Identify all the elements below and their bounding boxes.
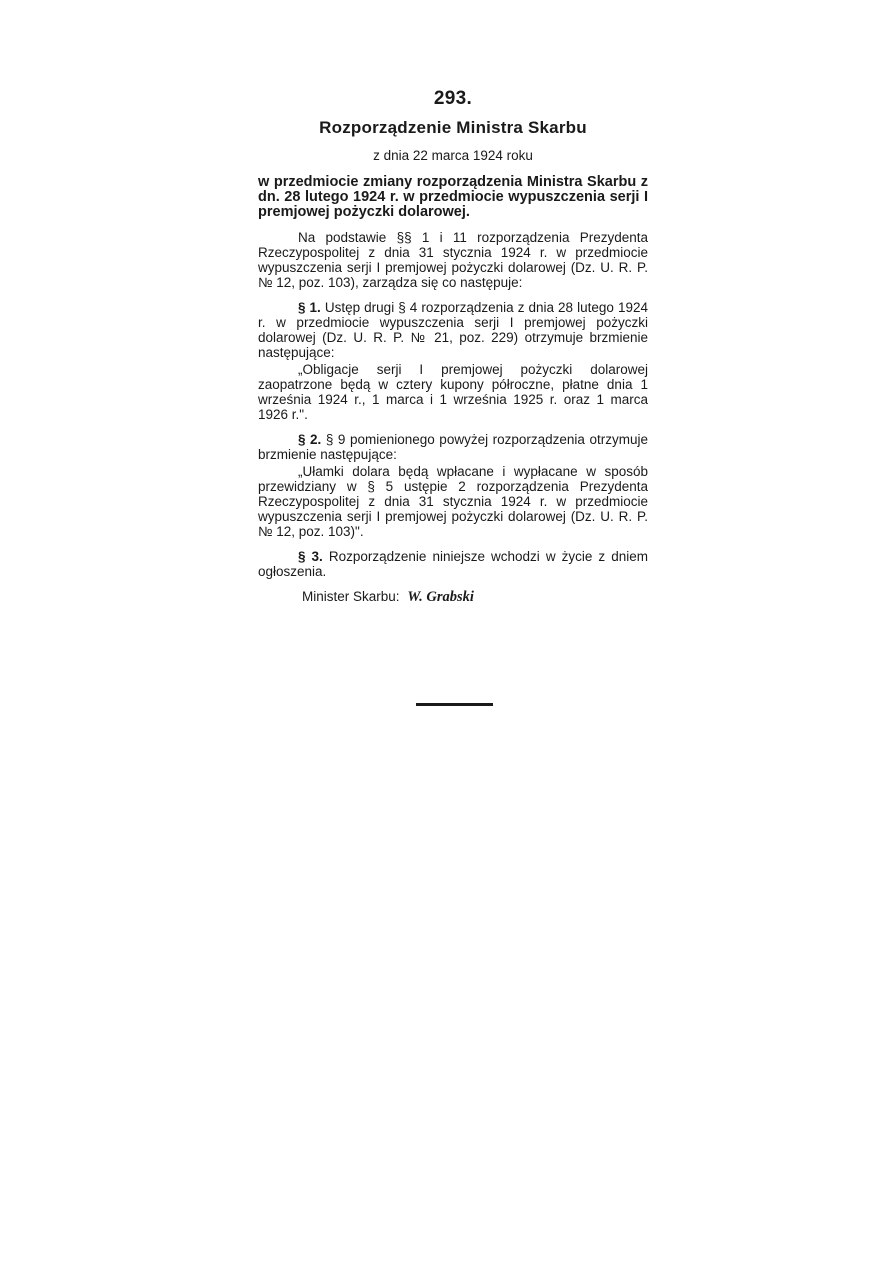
section-1-text: Ustęp drugi § 4 rozporządzenia z dnia 28 lutego 1924 r. w przedmiocie wypuszczenia serji I premjowej pożyczki dolarowej (Dz. U. R. P. № 21, poz. 229) otrzymuje brzmienie następujące: — [258, 300, 648, 360]
section-3-paragraph — [258, 549, 648, 579]
section-1-quote: „Obligacje serji I premjowej pożyczki dolarowej zaopatrzone będą w cztery kupony półroczne, płatne dnia 1 września 1924 r., 1 marca i 1 września 1925 r. oraz 1 marca 1926 r.". — [258, 362, 648, 422]
signature-block — [302, 589, 648, 606]
section-2-paragraph — [258, 432, 648, 462]
signature-role: Minister Skarbu: — [302, 589, 400, 604]
act-number: 293. — [433, 88, 473, 109]
end-divider-rule — [416, 703, 493, 706]
section-1-label: § 1. — [298, 300, 321, 315]
document-page — [258, 88, 648, 606]
section-3-label: § 3. — [298, 549, 323, 564]
section-2-label: § 2. — [298, 432, 322, 447]
document-date: z dnia 22 marca 1924 roku — [373, 148, 533, 163]
section-2-text: § 9 pomienionego powyżej rozporządzenia otrzymuje brzmienie następujące: — [258, 432, 648, 462]
preamble-paragraph: Na podstawie §§ 1 i 11 rozporządzenia Prezydenta Rzeczypospolitej z dnia 31 stycznia 1924 r. w przedmiocie wypuszczenia serji I premjowej pożyczki dolarowej (Dz. U. R. P. № 12, poz. 103), zarządza się co następuje: — [258, 230, 648, 290]
section-3-text: Rozporządzenie niniejsze wchodzi w życie z dniem ogłoszenia. — [258, 549, 648, 579]
document-subject: w przedmiocie zmiany rozporządzenia Ministra Skarbu z dn. 28 lutego 1924 r. w przedmiocie wypuszczenia serji I premjowej pożyczki dolarowej. — [258, 174, 648, 220]
section-1-paragraph — [258, 300, 648, 360]
section-2-quote: „Ułamki dolara będą wpłacane i wypłacane w sposób przewidziany w § 5 ustępie 2 rozporządzenia Prezydenta Rzeczypospolitej z dnia 31 stycznia 1924 r. w przedmiocie wypuszczenia serji I premjowej pożyczki dolarowej (Dz. U. R. P. № 12, poz. 103)". — [258, 464, 648, 539]
signature-name: W. Grabski — [407, 589, 474, 605]
document-title: Rozporządzenie Ministra Skarbu — [319, 118, 587, 137]
